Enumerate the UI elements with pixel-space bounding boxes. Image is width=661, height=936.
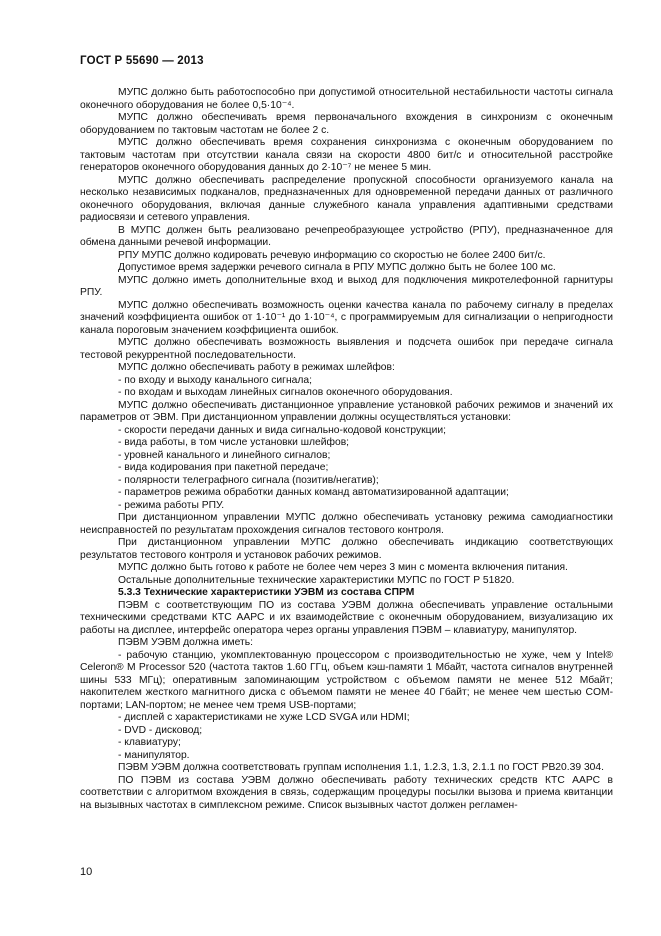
- document-header: ГОСТ Р 55690 — 2013: [80, 55, 204, 67]
- paragraph: ПО ПЭВМ из состава УЭВМ должно обеспечивать работу технических средств КТС ААРС в соответствии с алгоритмом вхождения в связь, содержащим процедуры посылки вызова и приема квитанции на вызывных частотах в симплексном режиме. Список вызывных частот должен регламен-: [80, 774, 613, 811]
- paragraph: МУПС должно обеспечивать работу в режимах шлейфов:: [118, 362, 395, 373]
- list-item: - полярности телеграфного сигнала (позитив/негатив);: [118, 474, 379, 486]
- paragraph: ПЭВМ УЭВМ должна соответствовать группам исполнения 1.1, 1.2.3, 1.3, 2.1.1 по ГОСТ РВ20.39 304.: [118, 762, 604, 773]
- list-item: - скорости передачи данных и вида сигнально-кодовой конструкции;: [118, 424, 446, 436]
- list-item: - клавиатуру;: [118, 737, 181, 748]
- document-body: [80, 87, 613, 812]
- paragraph: Допустимое время задержки речевого сигнала в РПУ МУПС должно быть не более 100 мс.: [118, 262, 556, 273]
- paragraph: МУПС должно иметь дополнительные вход и выход для подключения микротелефонной гарнитуры РПУ.: [80, 274, 613, 298]
- list-item: - вида работы, в том числе установки шлейфов;: [118, 437, 350, 448]
- paragraph: ПЭВМ с соответствующим ПО из состава УЭВМ должна обеспечивать управление остальными техническими средствами КТС ААРС и их взаимодействие с оконечным оборудованием, визуализацию их работы на дисплее, интерфейс оператора через органы управления ПЭВМ – клавиатуру, манипулятор.: [80, 599, 613, 636]
- paragraph: При дистанционном управлении МУПС должно обеспечивать установку режима самодиагностики неисправностей по результатам прохождения сигналов тестового контроля.: [80, 512, 613, 536]
- paragraph: - рабочую станцию, укомплектованную процессором с производительностью не хуже, чем у Intel® Celeron® M Processor 520 (частота тактов 1.60 ГГц, объем кэш-памяти 1 Мбайт, частота сигналов внутренней шины 533 МГц); оперативным запоминающим устройством с объемом памяти не менее 512 Мбайт; накопителем жесткого магнитного диска с объемом памяти не менее 40 Гбайт; не менее чем шестью COM-портами; LAN-портом; не менее чем тремя USB-портами;: [80, 649, 613, 711]
- list-item: - манипулятор.: [118, 749, 190, 761]
- paragraph: Остальные дополнительные технические характеристики МУПС по ГОСТ Р 51820.: [118, 574, 515, 586]
- paragraph: МУПС должно обеспечивать дистанционное управление установкой рабочих режимов и значений их параметров от ЭВМ. При дистанционном управлении должны осуществляться установки:: [80, 399, 613, 423]
- section-heading: 5.3.3 Технические характеристики УЭВМ из состава СПРМ: [118, 587, 415, 598]
- page-number: 10: [80, 866, 93, 878]
- list-item: - вида кодирования при пакетной передаче;: [118, 462, 329, 473]
- paragraph: МУПС должно обеспечивать время сохранения синхронизма с оконечным оборудованием по тактовым частотам при отсутствии канала связи на скорости 4800 бит/с и относительной расстройке генераторов оконечного оборудования данных до 2·10⁻⁷ не менее 5 мин.: [80, 137, 613, 173]
- paragraph: МУПС должно быть работоспособно при допустимой относительной нестабильности частоты сигнала оконечного оборудования не более 0,5·10⁻⁴.: [80, 87, 613, 111]
- list-item: - уровней канального и линейного сигналов;: [118, 449, 331, 461]
- list-item: - по входам и выходам линейных сигналов оконечного оборудования.: [118, 387, 453, 398]
- paragraph: МУПС должно обеспечивать время первоначального вхождения в синхронизм с оконечным оборудованием по тактовым частотам не более 2 с.: [80, 112, 613, 136]
- list-item: - по входу и выходу канального сигнала;: [118, 374, 312, 386]
- list-item: - режима работы РПУ.: [118, 499, 225, 511]
- paragraph: В МУПС должен быть реализовано речепреобразующее устройство (РПУ), предназначенное для обмена данными речевой информации.: [80, 224, 613, 248]
- list-item: - дисплей с характеристиками не хуже LCD SVGA или HDMI;: [118, 712, 410, 723]
- paragraph: РПУ МУПС должно кодировать речевую информацию со скоростью не более 2400 бит/с.: [118, 249, 546, 261]
- paragraph: МУПС должно быть готово к работе не более чем через 3 мин с момента включения питания.: [118, 562, 568, 573]
- list-item: - параметров режима обработки данных команд автоматизированной адаптации;: [118, 487, 509, 498]
- paragraph: При дистанционном управлении МУПС должно обеспечивать индикацию соответствующих результатов тестового контроля и установок рабочих режимов.: [80, 537, 613, 561]
- paragraph: МУПС должно обеспечивать возможность выявления и подсчета ошибок при передаче сигнала тестовой рекуррентной последовательности.: [80, 337, 613, 361]
- list-item: - DVD - дисковод;: [118, 724, 203, 736]
- paragraph: ПЭВМ УЭВМ должна иметь:: [118, 637, 253, 648]
- paragraph: МУПС должно обеспечивать распределение пропускной способности организуемого канала на несколько независимых подканалов, предназначенных для одновременной передачи данных от различного оконечного оборудования, включая данные служебного канала управления адаптивными средствами радиосвязи и сетевого управления.: [80, 174, 613, 223]
- paragraph: МУПС должно обеспечивать возможность оценки качества канала по рабочему сигналу в пределах значений коэффициента ошибок от 1·10⁻¹ до 1·10⁻⁴, с программируемым для сигнализации о непригодности канала пороговым значением коэффициента ошибок.: [80, 299, 613, 336]
